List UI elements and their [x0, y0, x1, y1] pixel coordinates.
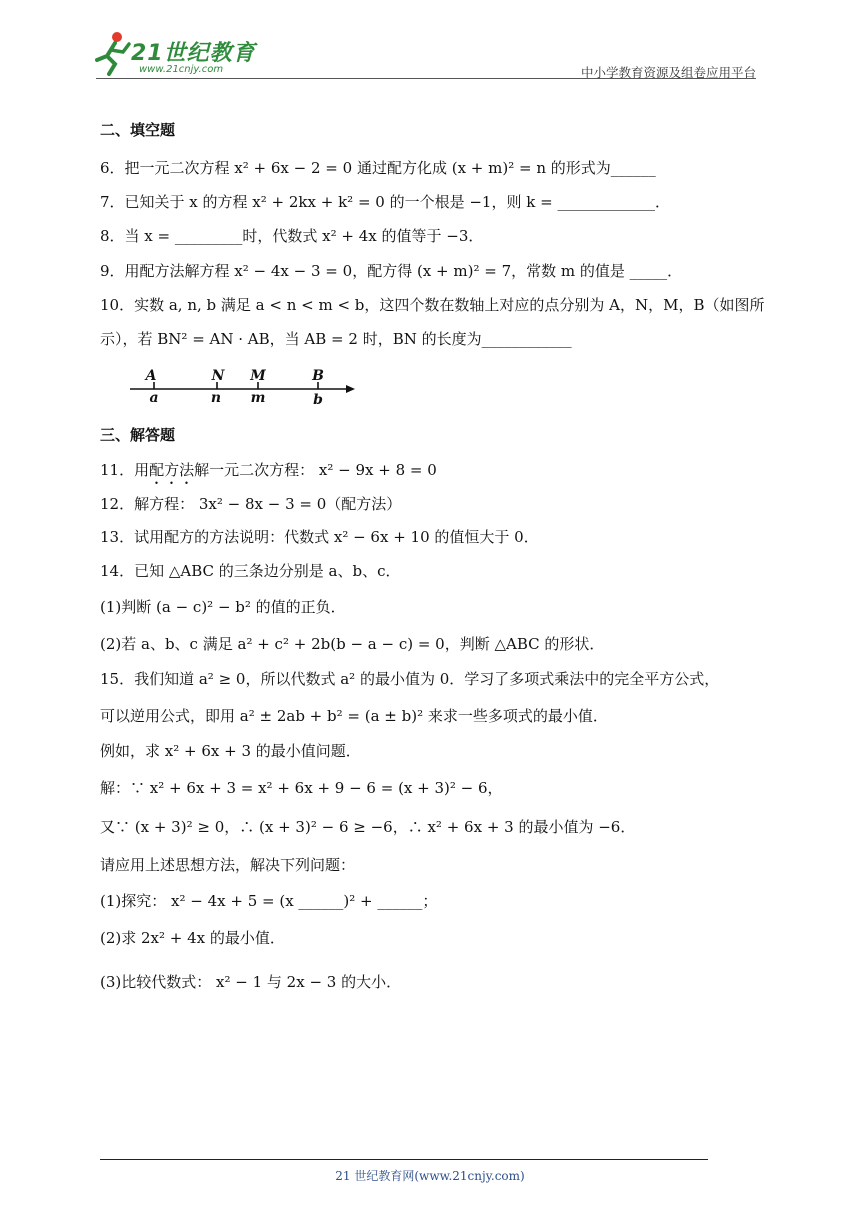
runner-icon [95, 30, 131, 76]
question-8: 8．当 x = _________时，代数式 x² + 4x 的值等于 −3． [100, 227, 484, 245]
question-10-line-2: 示），若 BN² = AN · AB，当 AB = 2 时，BN 的长度为____________ [100, 330, 572, 348]
section-title-solve: 三、解答题 [100, 426, 176, 444]
question-14-part-1: (1)判断 (a − c)² − b² 的值的正负． [100, 598, 346, 616]
number-line-figure [125, 362, 365, 408]
footer-divider [100, 1159, 708, 1160]
question-14-part-2: (2)若 a、b、c 满足 a² + c² + 2b(b − a − c) = 0，判断 △ABC 的形状． [100, 635, 605, 653]
question-7: 7．已知关于 x 的方程 x² + 2kx + k² = 0 的一个根是 −1，则 k = _____________． [100, 193, 670, 211]
value-label-b: b [313, 392, 323, 408]
q11-suffix: 解一元二次方程： x² − 9x + 8 = 0 [194, 461, 437, 479]
point-label-A: A [145, 368, 157, 384]
question-12: 12．解方程： 3x² − 8x − 3 = 0（配方法） [100, 495, 402, 513]
question-15-line-1: 15．我们知道 a² ≥ 0，所以代数式 a² 的最小值为 0．学习了多项式乘法中的完全平方公式， [100, 670, 720, 688]
arrow-head-icon [346, 385, 355, 393]
question-11 [100, 460, 437, 488]
q11-emphasis: 配方法 [149, 461, 195, 479]
question-15-apply: 请应用上述思想方法，解决下列问题： [100, 856, 356, 874]
q11-prefix: 11．用 [100, 461, 150, 479]
point-label-B: B [312, 368, 324, 384]
question-15-part-2: (2)求 2x² + 4x 的最小值． [100, 929, 285, 947]
question-14: 14．已知 △ABC 的三条边分别是 a、b、c． [100, 562, 401, 580]
value-label-a: a [149, 390, 159, 406]
footer-link[interactable]: 21 世纪教育网(www.21cnjy.com) [335, 1169, 525, 1183]
question-10-line-1: 10．实数 a, n, b 满足 a < n < m < b，这四个数在数轴上对应的点分别为 A，N，M，B（如图所 [100, 296, 765, 314]
question-15-solution-1: 解：∵ x² + 6x + 3 = x² + 6x + 9 − 6 = (x + 3)² − 6， [100, 779, 503, 797]
logo-url: www.21cnjy.com [139, 64, 224, 75]
header-divider [96, 78, 756, 79]
question-15-solution-2: 又∵ (x + 3)² ≥ 0，∴ (x + 3)² − 6 ≥ −6，∴ x² + 6x + 3 的最小值为 −6． [100, 818, 636, 836]
section-title-fill-in: 二、填空题 [100, 121, 176, 139]
value-label-m: m [250, 390, 266, 406]
value-label-n: n [210, 390, 222, 406]
question-15-example: 例如，求 x² + 6x + 3 的最小值问题． [100, 742, 361, 760]
question-15-part-3: (3)比较代数式： x² − 1 与 2x − 3 的大小． [100, 973, 402, 991]
number-line-svg [125, 362, 365, 408]
question-9: 9．用配方法解方程 x² − 4x − 3 = 0，配方得 (x + m)² = 7，常数 m 的值是 _____． [100, 262, 683, 280]
site-logo [95, 30, 265, 80]
question-13: 13．试用配方的方法说明：代数式 x² − 6x + 10 的值恒大于 0． [100, 528, 539, 546]
point-label-N: N [211, 368, 225, 384]
question-15-line-2: 可以逆用公式，即用 a² ± 2ab + b² = (a ± b)² 来求一些多项式的最小值． [100, 707, 608, 725]
platform-name: 中小学教育资源及组卷应用平台 [580, 65, 756, 80]
question-6: 6．把一元二次方程 x² + 6x − 2 = 0 通过配方化成 (x + m)² = n 的形式为______ [100, 159, 656, 177]
point-label-M: M [250, 368, 266, 384]
question-15-part-1: (1)探究： x² − 4x + 5 = (x ______)² + ______； [100, 892, 438, 910]
logo-wordmark: 21世纪教育 [131, 41, 256, 66]
